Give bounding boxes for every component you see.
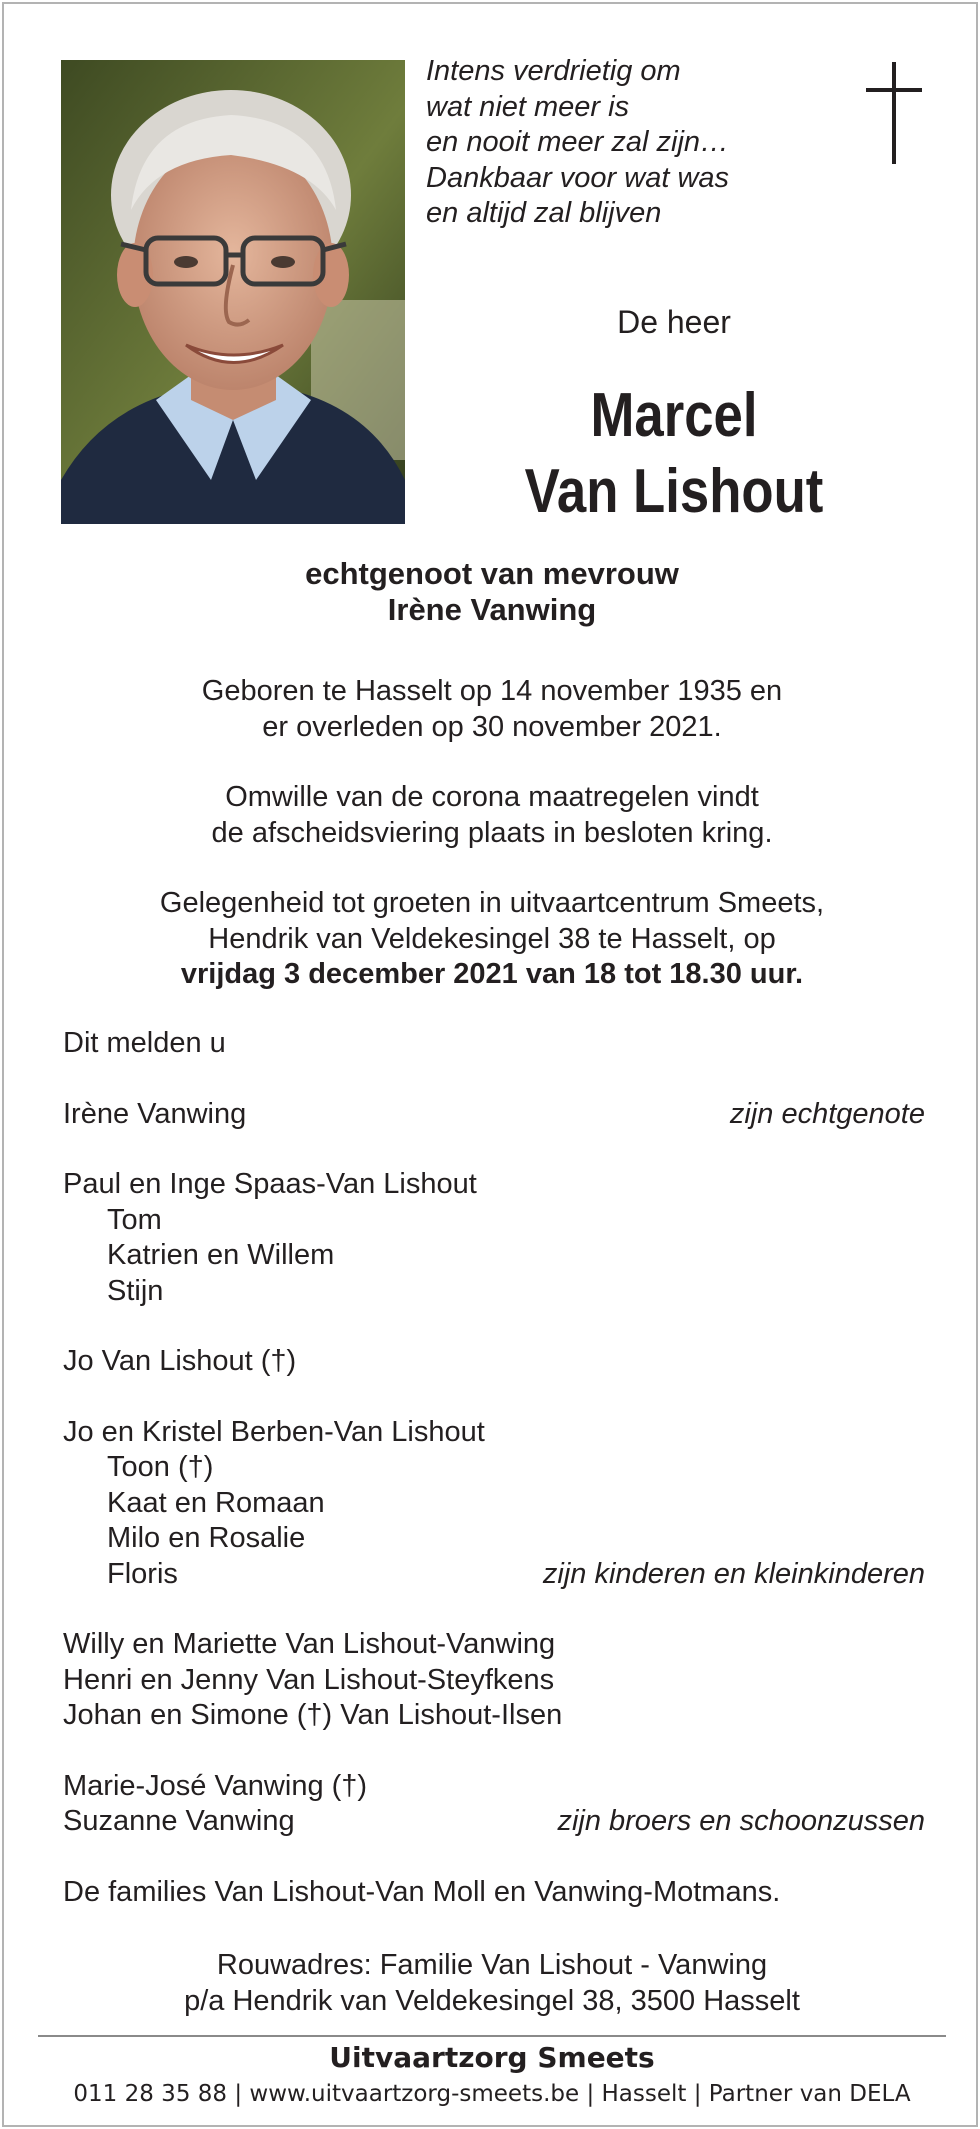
grandchild: Kaat en Romaan [107, 1486, 325, 1519]
visitation-line: Gelegenheid tot groeten in uitvaartcentrum Smeets, [159, 887, 825, 919]
poem-line: en nooit meer zal zijn… [426, 126, 730, 158]
grandchild: Floris [107, 1557, 178, 1590]
families-line: De families Van Lishout-Van Moll en Vanwing-Motmans. [63, 1875, 781, 1908]
family-member: Paul en Inge Spaas-Van Lishout [63, 1168, 477, 1200]
ceremony-line: de afscheidsviering plaats in besloten kring. [211, 816, 773, 849]
family-member: Jo en Kristel Berben-Van Lishout [63, 1415, 485, 1448]
obituary-card [2, 2, 978, 2127]
poem-line: wat niet meer is [426, 90, 630, 123]
funeral-home-name: Uitvaartzorg Smeets [329, 2041, 655, 2074]
address-line: p/a Hendrik van Veldekesingel 38, 3500 Hasselt [184, 1984, 800, 2017]
poem [426, 54, 806, 232]
poem-line: Intens verdrietig om [426, 55, 681, 87]
visitation-info [4, 886, 980, 993]
poem-line: Dankbaar voor wat was [426, 161, 730, 194]
deceased-name [479, 378, 870, 530]
family-member: Johan en Simone (†) Van Lishout-Ilsen [63, 1699, 563, 1731]
funeral-home-contact: 011 28 35 88 | www.uitvaartzorg-smeets.be | Hasselt | Partner van DELA [73, 2081, 911, 2107]
grandchild: Milo en Rosalie [107, 1522, 306, 1554]
first-name: Marcel [590, 381, 758, 450]
grandchild: Toon (†) [107, 1451, 214, 1483]
visitation-date: vrijdag 3 december 2021 van 18 tot 18.30 uur. [180, 958, 804, 990]
grandchild: Tom [107, 1203, 162, 1236]
family-member: Henri en Jenny Van Lishout-Steyfkens [63, 1663, 555, 1696]
family-row [63, 1097, 925, 1133]
portrait-image [61, 60, 405, 524]
mourning-address [4, 1948, 980, 2019]
died-line: er overleden op 30 november 2021. [262, 710, 722, 743]
family-member: Marie-José Vanwing (†) [63, 1769, 368, 1802]
family-row [63, 1557, 925, 1593]
grandchild: Stijn [107, 1274, 164, 1307]
birth-death-info [4, 674, 980, 745]
cross-icon [866, 62, 922, 164]
ceremony-notice [4, 780, 980, 851]
ceremony-line: Omwille van de corona maatregelen vindt [225, 781, 759, 813]
poem-line: en altijd zal blijven [426, 197, 662, 229]
family-member: Irène Vanwing [63, 1097, 247, 1130]
last-name: Van Lishout [524, 457, 824, 526]
visitation-line: Hendrik van Veldekesingel 38 te Hasselt, op [208, 922, 776, 955]
honorific: De heer [617, 304, 731, 340]
announce-line: Dit melden u [63, 1027, 226, 1059]
family-member: Jo Van Lishout (†) [63, 1345, 297, 1377]
address-line: Rouwadres: Familie Van Lishout - Vanwing [216, 1949, 768, 1981]
spouse-name: Irène Vanwing [387, 592, 597, 627]
born-line: Geboren te Hasselt op 14 november 1935 en [201, 675, 783, 707]
grandchild: Katrien en Willem [107, 1239, 335, 1271]
family-member: Suzanne Vanwing [63, 1805, 295, 1837]
family-row [63, 1804, 925, 1840]
relation-label: zijn kinderen en kleinkinderen [542, 1557, 925, 1590]
family-list [63, 1026, 925, 1910]
relation-label: zijn broers en schoonzussen [557, 1805, 925, 1837]
portrait-photo [61, 60, 405, 524]
relation-label: zijn echtgenote [729, 1097, 925, 1130]
spouse-info [4, 556, 980, 628]
spouse-line: echtgenoot van mevrouw [305, 556, 679, 591]
footer-divider [38, 2035, 946, 2037]
family-member: Willy en Mariette Van Lishout-Vanwing [63, 1628, 556, 1660]
